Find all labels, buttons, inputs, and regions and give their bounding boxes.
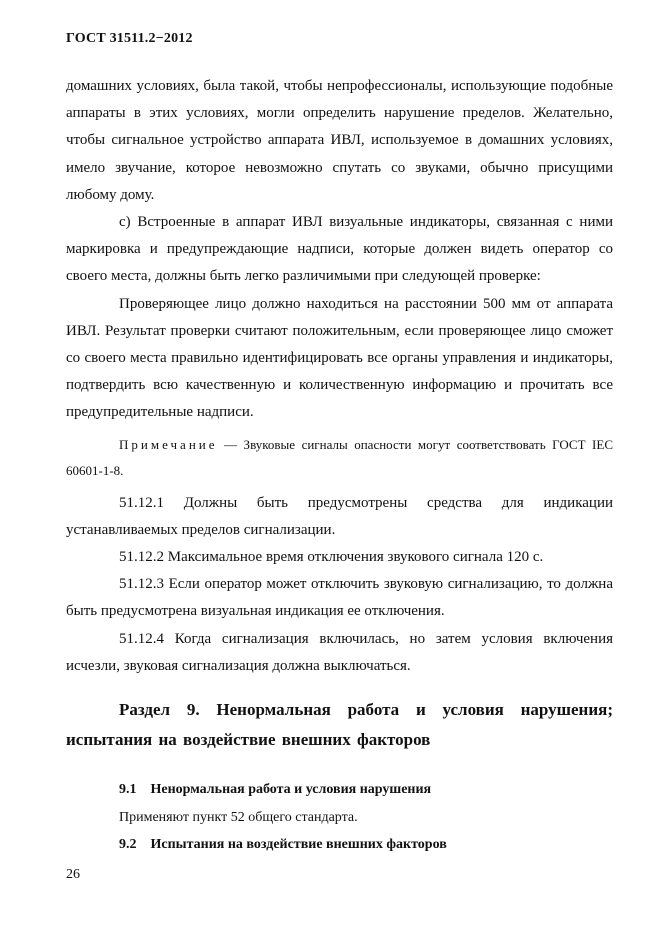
subsection-9-2 bbox=[66, 835, 613, 855]
clause-51-12-3: 51.12.3 Если оператор может отключить звуковую сигнализацию, то должна быть предусмотрена визуальная индикация ее отключения. bbox=[66, 576, 613, 620]
subsection-9-1 bbox=[66, 780, 613, 800]
body-text bbox=[66, 73, 613, 680]
paragraph-continuation: домашних условиях, была такой, чтобы непрофессионалы, использующие подобные аппараты в этих условиях, могли определить нарушение пределов. Желательно, чтобы сигнальное устройство аппарата ИВЛ, используемое в домашних условиях, имело звучание, которое невозможно спутать со звуками, обычно присущими любому дому. bbox=[66, 78, 613, 203]
clause-51-12-4: 51.12.4 Когда сигнализация включилась, но затем условия включения исчезли, звуковая сигнализация должна выключаться. bbox=[66, 630, 613, 674]
clause-51-12-1: 51.12.1 Должны быть предусмотрены средства для индикации устанавливаемых пределов сигнализации. bbox=[66, 494, 613, 538]
section-heading: Раздел 9. Ненормальная работа и условия нарушения; испытания на воздействие внешних факторов bbox=[66, 700, 613, 749]
subsection-number: 9.1 bbox=[119, 782, 137, 797]
note-label: Примечание bbox=[119, 436, 218, 452]
standard-header: ГОСТ 31511.2−2012 bbox=[66, 31, 193, 46]
paragraph-inspection: Проверяющее лицо должно находиться на расстоянии 500 мм от аппарата ИВЛ. Результат проверки считают положительным, если проверяющее лицо сможет со своего места правильно идентифицировать все органы управления и индикаторы, подтвердить всю качественную и количественную информацию и прочитать все предупредительные надписи. bbox=[66, 295, 613, 421]
paragraph-item-c: c) Встроенные в аппарат ИВЛ визуальные индикаторы, связанная с ними маркировка и предупреждающие надписи, которые должен видеть оператор со своего места, должны быть легко различимыми при следующей проверке: bbox=[66, 214, 613, 285]
subsection-number: 9.2 bbox=[119, 837, 137, 852]
clause-51-12-2: 51.12.2 Максимальное время отключения звукового сигнала 120 с. bbox=[119, 549, 544, 566]
page-number: 26 bbox=[66, 867, 80, 882]
subsection-title: Ненормальная работа и условия нарушения bbox=[150, 782, 432, 797]
subsection-text: Применяют пункт 52 общего стандарта. bbox=[119, 810, 358, 825]
note-text: — Звуковые сигналы опасности могут соответствовать ГОСТ IEC 60601-1-8. bbox=[66, 436, 613, 478]
note bbox=[66, 432, 613, 484]
subsection-title: Испытания на воздействие внешних факторов bbox=[150, 837, 447, 852]
